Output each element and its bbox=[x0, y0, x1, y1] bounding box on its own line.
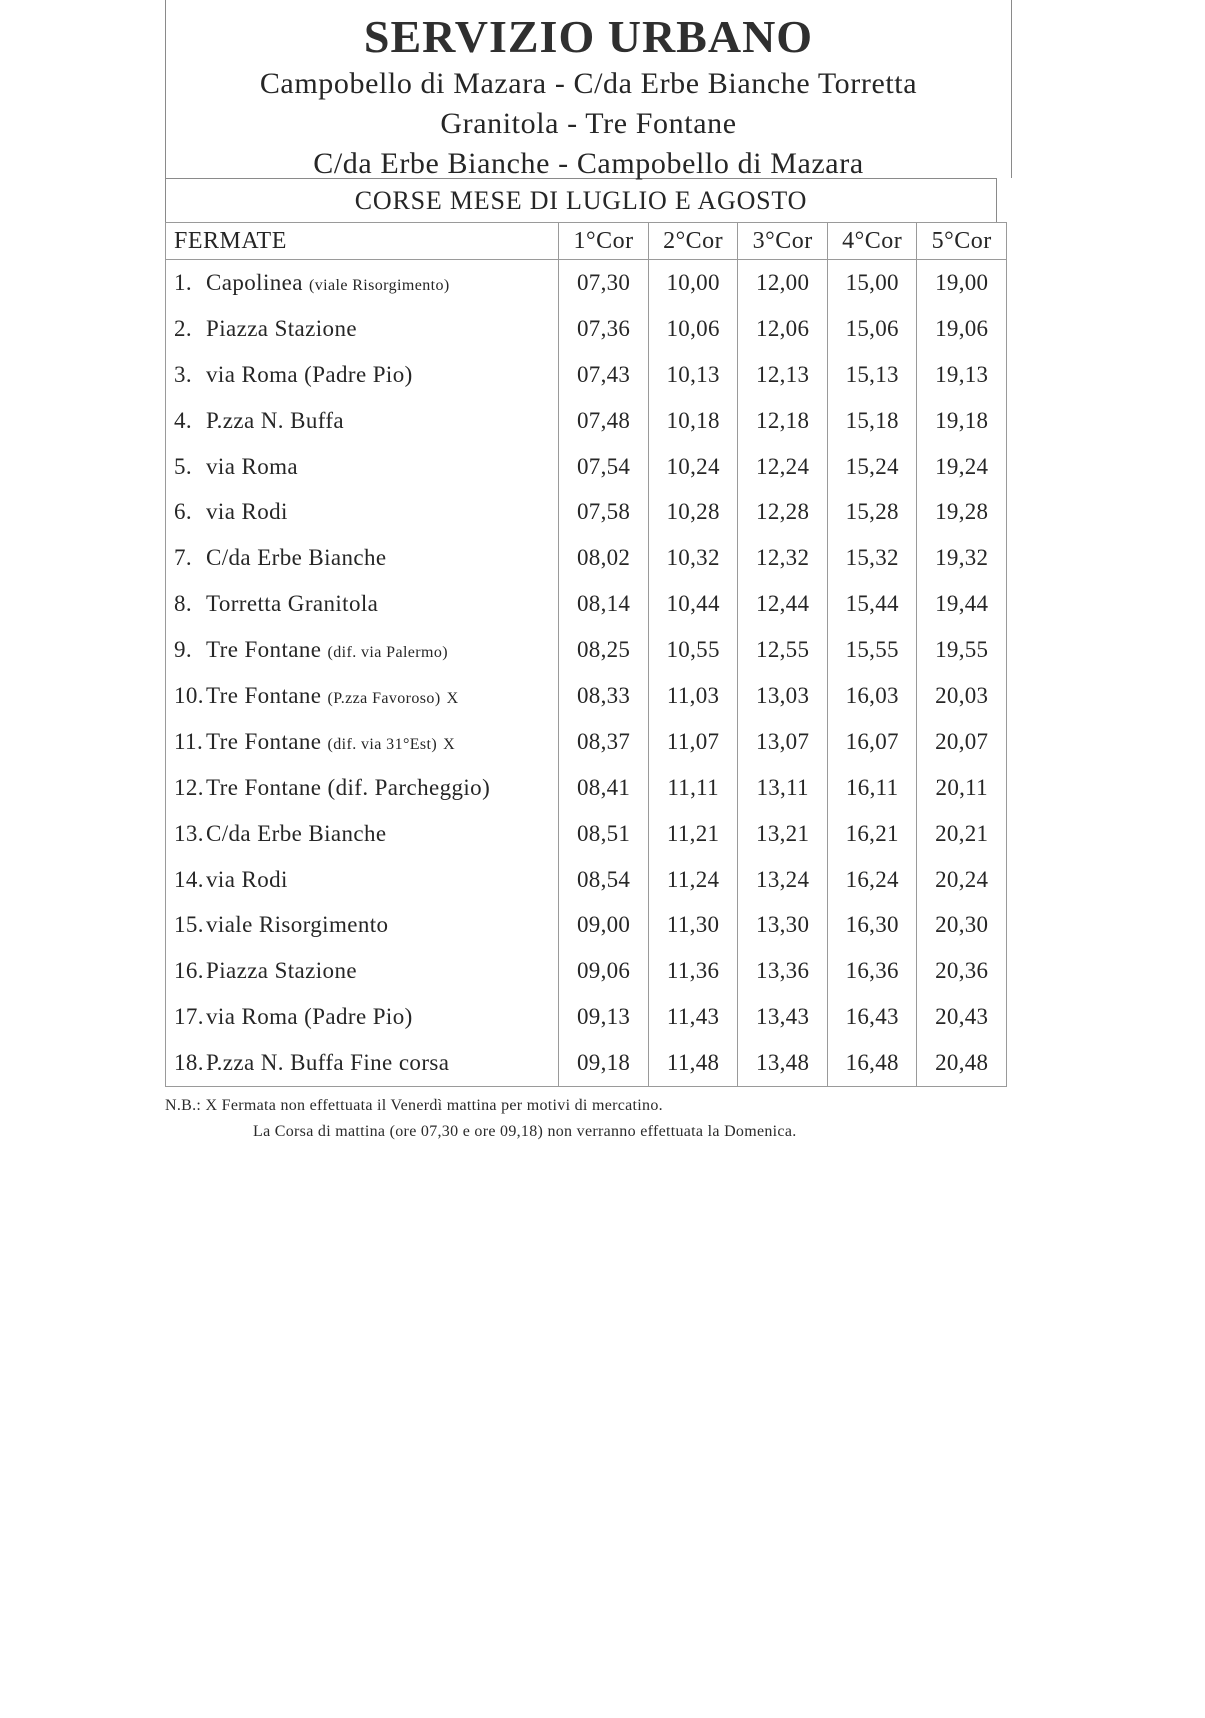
stop-name: Capolinea bbox=[206, 269, 303, 295]
stop-number: 7. bbox=[174, 545, 193, 571]
column-header-run-1: 1°Cor bbox=[559, 223, 649, 260]
stop-name: via Rodi bbox=[206, 499, 288, 525]
stop-number: 15. bbox=[174, 912, 204, 938]
departure-time-run-1: 09,00 bbox=[559, 902, 649, 948]
stop-cell bbox=[166, 719, 559, 765]
stop-number: 12. bbox=[174, 774, 204, 800]
stop-name: Piazza Stazione bbox=[206, 958, 357, 984]
table-row bbox=[166, 352, 1007, 398]
departure-time-run-3: 12,00 bbox=[738, 260, 828, 306]
stop-note: (dif. via 31°Est) bbox=[327, 735, 438, 753]
stop-number: 10. bbox=[174, 682, 204, 708]
departure-time-run-1: 08,33 bbox=[559, 673, 649, 719]
stop-name: C/da Erbe Bianche bbox=[206, 820, 387, 846]
stop-number: 1. bbox=[174, 269, 193, 295]
departure-time-run-1: 07,36 bbox=[559, 306, 649, 352]
stop-number: 3. bbox=[174, 361, 193, 387]
departure-time-run-4: 15,06 bbox=[827, 306, 917, 352]
table-row bbox=[166, 948, 1007, 994]
stop-name: Torretta Granitola bbox=[206, 591, 379, 617]
departure-time-run-2: 10,55 bbox=[648, 627, 738, 673]
stop-note: (dif. via Palermo) bbox=[327, 644, 449, 662]
stop-name: Piazza Stazione bbox=[206, 315, 357, 341]
departure-time-run-5: 20,11 bbox=[917, 765, 1007, 811]
departure-time-run-3: 12,32 bbox=[738, 535, 828, 581]
departure-time-run-3: 12,24 bbox=[738, 444, 828, 490]
departure-time-run-2: 11,48 bbox=[648, 1040, 738, 1086]
departure-time-run-1: 08,37 bbox=[559, 719, 649, 765]
footnotes bbox=[165, 1093, 1012, 1145]
table-row bbox=[166, 260, 1007, 306]
departure-time-run-5: 19,55 bbox=[917, 627, 1007, 673]
stop-cell bbox=[166, 260, 559, 306]
stop-cell bbox=[166, 352, 559, 398]
stop-cell bbox=[166, 994, 559, 1040]
departure-time-run-4: 15,32 bbox=[827, 535, 917, 581]
departure-time-run-3: 13,30 bbox=[738, 902, 828, 948]
table-row bbox=[166, 1040, 1007, 1086]
stop-name: Tre Fontane bbox=[206, 682, 322, 708]
departure-time-run-4: 15,24 bbox=[827, 444, 917, 490]
departure-time-run-4: 16,36 bbox=[827, 948, 917, 994]
departure-time-run-2: 11,43 bbox=[648, 994, 738, 1040]
stop-name: via Roma bbox=[206, 453, 298, 479]
stop-cell bbox=[166, 306, 559, 352]
departure-time-run-5: 20,43 bbox=[917, 994, 1007, 1040]
departure-time-run-2: 10,00 bbox=[648, 260, 738, 306]
departure-time-run-1: 09,18 bbox=[559, 1040, 649, 1086]
stop-name: viale Risorgimento bbox=[206, 912, 389, 938]
departure-time-run-2: 10,06 bbox=[648, 306, 738, 352]
departure-time-run-3: 13,03 bbox=[738, 673, 828, 719]
stop-number: 17. bbox=[174, 1004, 204, 1030]
page-title: SERVIZIO URBANO bbox=[363, 11, 814, 62]
stop-cell bbox=[166, 948, 559, 994]
stop-number: 2. bbox=[174, 315, 193, 341]
departure-time-run-1: 08,02 bbox=[559, 535, 649, 581]
stop-cell bbox=[166, 902, 559, 948]
column-header-run-3: 3°Cor bbox=[738, 223, 828, 260]
departure-time-run-4: 16,30 bbox=[827, 902, 917, 948]
departure-time-run-3: 13,43 bbox=[738, 994, 828, 1040]
timetable-body bbox=[166, 260, 1007, 1087]
departure-time-run-5: 19,44 bbox=[917, 581, 1007, 627]
departure-time-run-3: 12,18 bbox=[738, 398, 828, 444]
departure-time-run-2: 10,24 bbox=[648, 444, 738, 490]
table-row bbox=[166, 627, 1007, 673]
departure-time-run-3: 13,48 bbox=[738, 1040, 828, 1086]
departure-time-run-2: 10,32 bbox=[648, 535, 738, 581]
route-line-2: Granitola - Tre Fontane bbox=[440, 107, 737, 140]
stop-cell bbox=[166, 765, 559, 811]
stop-cell bbox=[166, 811, 559, 857]
table-row bbox=[166, 581, 1007, 627]
departure-time-run-3: 12,13 bbox=[738, 352, 828, 398]
departure-time-run-4: 15,44 bbox=[827, 581, 917, 627]
departure-time-run-4: 16,21 bbox=[827, 811, 917, 857]
stop-name: via Roma (Padre Pio) bbox=[206, 1004, 413, 1030]
stop-cell bbox=[166, 1040, 559, 1086]
departure-time-run-3: 12,06 bbox=[738, 306, 828, 352]
departure-time-run-4: 16,24 bbox=[827, 857, 917, 903]
stop-name: P.zza N. Buffa bbox=[206, 407, 345, 433]
departure-time-run-5: 19,24 bbox=[917, 444, 1007, 490]
departure-time-run-3: 13,07 bbox=[738, 719, 828, 765]
departure-time-run-1: 07,58 bbox=[559, 489, 649, 535]
departure-time-run-5: 20,07 bbox=[917, 719, 1007, 765]
stop-cell bbox=[166, 444, 559, 490]
departure-time-run-5: 20,24 bbox=[917, 857, 1007, 903]
departure-time-run-4: 16,48 bbox=[827, 1040, 917, 1086]
departure-time-run-1: 07,48 bbox=[559, 398, 649, 444]
stop-cell bbox=[166, 673, 559, 719]
footnote-friday: N.B.: X Fermata non effettuata il Venerdì mattina per motivi di mercatino. bbox=[165, 1097, 663, 1115]
departure-time-run-1: 09,06 bbox=[559, 948, 649, 994]
table-row bbox=[166, 811, 1007, 857]
departure-time-run-4: 16,43 bbox=[827, 994, 917, 1040]
departure-time-run-2: 10,18 bbox=[648, 398, 738, 444]
stop-name: C/da Erbe Bianche bbox=[206, 545, 387, 571]
departure-time-run-1: 09,13 bbox=[559, 994, 649, 1040]
footnote-sunday: La Corsa di mattina (ore 07,30 e ore 09,18) non verranno effettuata la Domenica. bbox=[253, 1123, 797, 1141]
stop-cell bbox=[166, 489, 559, 535]
departure-time-run-2: 11,11 bbox=[648, 765, 738, 811]
departure-time-run-3: 12,44 bbox=[738, 581, 828, 627]
departure-time-run-2: 11,03 bbox=[648, 673, 738, 719]
stop-number: 5. bbox=[174, 453, 193, 479]
departure-time-run-5: 20,30 bbox=[917, 902, 1007, 948]
stop-number: 18. bbox=[174, 1050, 204, 1076]
table-row bbox=[166, 994, 1007, 1040]
departure-time-run-2: 11,30 bbox=[648, 902, 738, 948]
stop-note: (P.zza Favoroso) bbox=[327, 689, 441, 707]
departure-time-run-3: 13,36 bbox=[738, 948, 828, 994]
departure-time-run-2: 10,44 bbox=[648, 581, 738, 627]
departure-time-run-5: 19,18 bbox=[917, 398, 1007, 444]
table-row bbox=[166, 765, 1007, 811]
departure-time-run-5: 19,32 bbox=[917, 535, 1007, 581]
departure-time-run-2: 11,21 bbox=[648, 811, 738, 857]
departure-time-run-1: 08,41 bbox=[559, 765, 649, 811]
stop-number: 16. bbox=[174, 958, 204, 984]
stop-note: (viale Risorgimento) bbox=[309, 276, 450, 294]
stop-name: via Rodi bbox=[206, 866, 288, 892]
departure-time-run-4: 16,11 bbox=[827, 765, 917, 811]
stop-name: Tre Fontane (dif. Parcheggio) bbox=[206, 774, 491, 800]
timetable bbox=[165, 222, 1007, 1087]
stop-number: 6. bbox=[174, 499, 193, 525]
departure-time-run-4: 15,55 bbox=[827, 627, 917, 673]
stop-number: 13. bbox=[174, 820, 204, 846]
table-header-row bbox=[166, 223, 1007, 260]
stop-name: Tre Fontane bbox=[206, 637, 322, 663]
departure-time-run-2: 11,24 bbox=[648, 857, 738, 903]
stop-cell bbox=[166, 857, 559, 903]
table-row bbox=[166, 535, 1007, 581]
departure-time-run-2: 10,28 bbox=[648, 489, 738, 535]
departure-time-run-1: 07,30 bbox=[559, 260, 649, 306]
departure-time-run-1: 08,25 bbox=[559, 627, 649, 673]
stop-number: 8. bbox=[174, 591, 193, 617]
departure-time-run-4: 16,03 bbox=[827, 673, 917, 719]
stop-number: 11. bbox=[174, 728, 204, 754]
departure-time-run-5: 20,48 bbox=[917, 1040, 1007, 1086]
departure-time-run-4: 15,13 bbox=[827, 352, 917, 398]
stop-cell bbox=[166, 398, 559, 444]
route-line-1: Campobello di Mazara - C/da Erbe Bianche Torretta bbox=[259, 67, 918, 100]
departure-time-run-3: 12,28 bbox=[738, 489, 828, 535]
header bbox=[165, 0, 1012, 178]
departure-time-run-3: 12,55 bbox=[738, 627, 828, 673]
departure-time-run-5: 19,06 bbox=[917, 306, 1007, 352]
stop-name: Tre Fontane bbox=[206, 728, 322, 754]
departure-time-run-5: 20,36 bbox=[917, 948, 1007, 994]
column-header-stops: FERMATE bbox=[166, 223, 559, 260]
table-row bbox=[166, 902, 1007, 948]
departure-time-run-4: 16,07 bbox=[827, 719, 917, 765]
departure-time-run-2: 11,36 bbox=[648, 948, 738, 994]
departure-time-run-3: 13,11 bbox=[738, 765, 828, 811]
table-row bbox=[166, 719, 1007, 765]
table-row bbox=[166, 306, 1007, 352]
table-row bbox=[166, 489, 1007, 535]
stop-cell bbox=[166, 581, 559, 627]
table-row bbox=[166, 673, 1007, 719]
column-header-run-2: 2°Cor bbox=[648, 223, 738, 260]
stop-number: 14. bbox=[174, 866, 204, 892]
departure-time-run-5: 19,13 bbox=[917, 352, 1007, 398]
departure-time-run-5: 19,00 bbox=[917, 260, 1007, 306]
departure-time-run-5: 20,03 bbox=[917, 673, 1007, 719]
stop-number: 9. bbox=[174, 637, 193, 663]
departure-time-run-3: 13,24 bbox=[738, 857, 828, 903]
table-row bbox=[166, 444, 1007, 490]
departure-time-run-2: 10,13 bbox=[648, 352, 738, 398]
table-row bbox=[166, 857, 1007, 903]
timetable-sheet bbox=[165, 0, 1012, 1145]
column-header-run-5: 5°Cor bbox=[917, 223, 1007, 260]
departure-time-run-4: 15,00 bbox=[827, 260, 917, 306]
departure-time-run-5: 19,28 bbox=[917, 489, 1007, 535]
route-line-3: C/da Erbe Bianche - Campobello di Mazara bbox=[313, 147, 864, 180]
departure-time-run-3: 13,21 bbox=[738, 811, 828, 857]
column-header-run-4: 4°Cor bbox=[827, 223, 917, 260]
stop-name: P.zza N. Buffa Fine corsa bbox=[206, 1050, 450, 1076]
subtitle: CORSE MESE DI LUGLIO E AGOSTO bbox=[165, 178, 997, 222]
table-row bbox=[166, 398, 1007, 444]
departure-time-run-1: 08,14 bbox=[559, 581, 649, 627]
departure-time-run-1: 07,43 bbox=[559, 352, 649, 398]
departure-time-run-4: 15,28 bbox=[827, 489, 917, 535]
stop-cell bbox=[166, 627, 559, 673]
departure-time-run-1: 08,54 bbox=[559, 857, 649, 903]
departure-time-run-5: 20,21 bbox=[917, 811, 1007, 857]
departure-time-run-2: 11,07 bbox=[648, 719, 738, 765]
departure-time-run-1: 07,54 bbox=[559, 444, 649, 490]
departure-time-run-1: 08,51 bbox=[559, 811, 649, 857]
stop-flag: X bbox=[443, 735, 456, 753]
stop-cell bbox=[166, 535, 559, 581]
stop-name: via Roma (Padre Pio) bbox=[206, 361, 413, 387]
departure-time-run-4: 15,18 bbox=[827, 398, 917, 444]
stop-number: 4. bbox=[174, 407, 193, 433]
stop-flag: X bbox=[446, 689, 459, 707]
